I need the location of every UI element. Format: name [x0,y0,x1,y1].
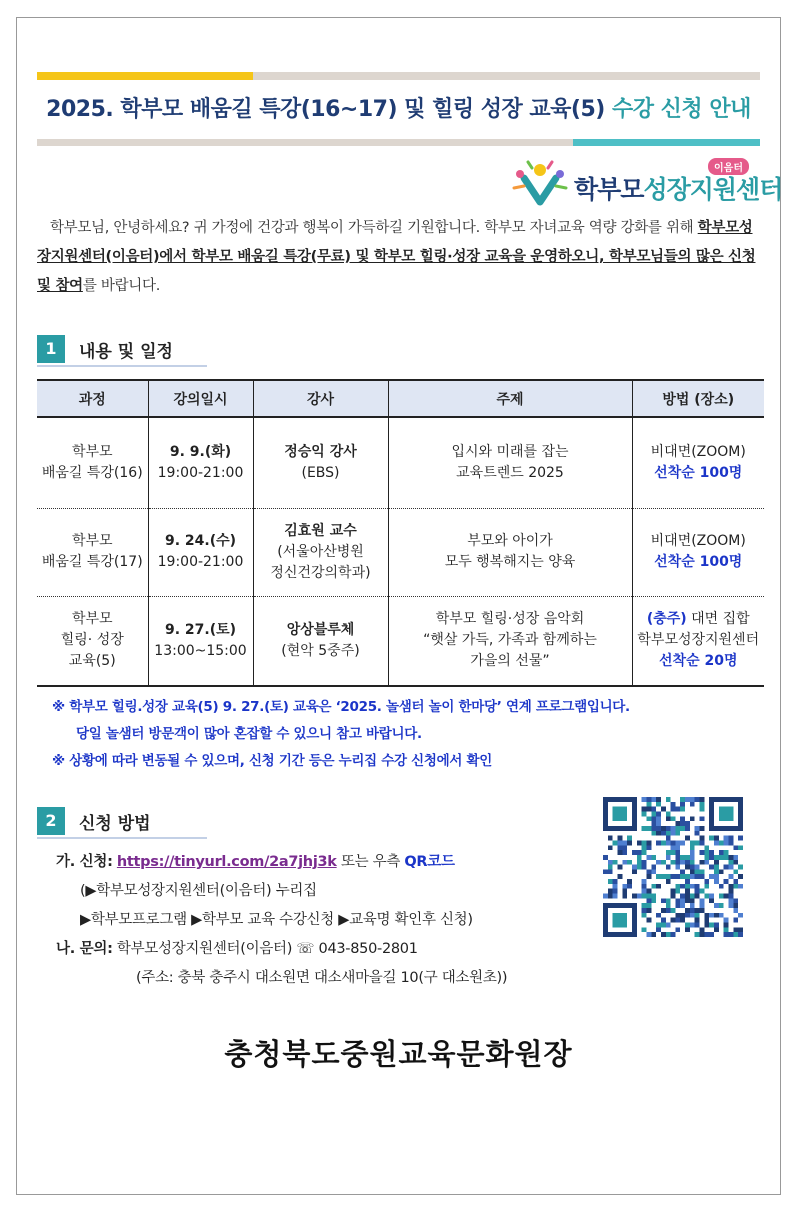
course-cell: 학부모 힐링· 성장 교육(5) [37,596,148,686]
table-row [37,417,764,508]
table-header: 강의일시 [148,380,253,417]
topic-cell: 부모와 아이가 모두 행복해지는 양육 [388,508,632,596]
date-cell: 9. 24.(수) 19:00-21:00 [148,508,253,596]
apply-link[interactable]: https://tinyurl.com/2a7jhj3k [116,854,337,870]
title-underline-gray [37,139,573,146]
header-bar-yellow [37,72,253,80]
table-header: 과정 [37,380,148,417]
lecturer-cell: 김효원 교수 (서울아산병원 정신건강의학과) [253,508,388,596]
section-label: 내용 및 일정 [79,342,173,362]
date-cell: 9. 9.(화) 19:00-21:00 [148,417,253,508]
course-cell: 학부모 배움길 특강(17) [37,508,148,596]
schedule-table [37,379,764,687]
note-line: ※ 상황에 따라 변동될 수 있으며, 신청 기간 등은 누리집 수강 신청에서 확인 [52,753,492,769]
address-line: (주소: 충북 충주시 대소원면 대소새마을길 10(구 대소원초)) [136,970,508,986]
note-line: 당일 놀샘터 방문객이 많아 혼잡할 수 있으니 참고 바랍니다. [76,726,422,742]
table-header: 방법 (장소) [632,380,764,417]
section-number: 2 [37,807,65,835]
table-header-row [37,380,764,417]
note-line: ※ 학부모 힐링.성장 교육(5) 9. 27.(토) 교육은 ‘2025. 놀샘터 놀이 한마당’ 연계 프로그램입니다. [52,699,630,715]
topic-cell: 학부모 힐링·성장 음악회 “햇살 가득, 가족과 함께하는 가을의 선물” [388,596,632,686]
lecturer-cell: 앙상블루체 (현악 5중주) [253,596,388,686]
topic-cell: 입시와 미래를 잡는 교육트렌드 2025 [388,417,632,508]
course-cell: 학부모 배움길 특강(16) [37,417,148,508]
intro-paragraph: 학부모님, 안녕하세요? 귀 가정에 건강과 행복이 가득하길 기원합니다. 학부모 자녀교육 역량 강화를 위해 학부모성장지원센터(이음터)에서 학부모 배움길 특강(무료) 및 학부모 힐링·성장 교육을 운영하오니, 학부모님들의 많은 신청 및 참여를 바랍니다. [37,220,756,294]
notes [52,694,762,775]
apply-line: 가. 신청: https://tinyurl.com/2a7jhj3k 또는 우측 QR코드 [56,854,455,870]
table-row [37,596,764,686]
apply-sub-line: (▶학부모성장지원센터(이음터) 누리집 [80,883,317,899]
page-title: 2025. 학부모 배움길 특강(16~17) 및 힐링 성장 교육(5) 수강 신청 안내 [46,97,751,122]
section-number: 1 [37,335,65,363]
method-cell: 비대면(ZOOM) 선착순 100명 [632,417,764,508]
apply-info [56,848,616,993]
center-logo [510,158,783,210]
date-cell: 9. 27.(토) 13:00~15:00 [148,596,253,686]
logo-badge: 이음터 [708,158,749,175]
method-cell: 비대면(ZOOM) 선착순 100명 [632,508,764,596]
table-header: 주제 [388,380,632,417]
family-hands-icon [510,158,570,210]
contact-line: 나. 문의: 학부모성장지원센터(이음터) ☏ 043-850-2801 [56,941,418,957]
section-label: 신청 방법 [79,814,151,834]
title-underline-teal [573,139,760,146]
header-bar-gray [253,72,760,80]
qr-code-icon[interactable] [603,797,743,937]
logo-text: 학부모성장지원센터 [574,175,783,204]
issuer-name: 충청북도중원교육문화원장 [224,1037,573,1071]
table-row [37,508,764,596]
apply-sub-line: ▶학부모프로그램 ▶학부모 교육 수강신청 ▶교육명 확인후 신청) [80,912,473,928]
method-cell: (충주) 대면 집합 학부모성장지원센터 선착순 20명 [632,596,764,686]
lecturer-cell: 정승익 강사 (EBS) [253,417,388,508]
table-header: 강사 [253,380,388,417]
